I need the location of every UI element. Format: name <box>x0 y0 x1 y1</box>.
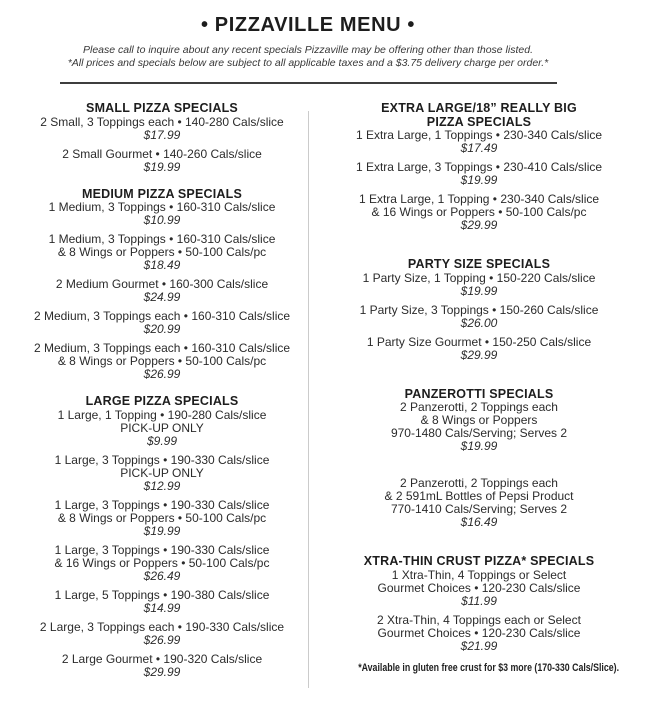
menu-item-description: 2 Medium, 3 Toppings each • 160-310 Cals/slice <box>33 341 291 355</box>
menu-item-description: 1 Medium, 3 Toppings • 160-310 Cals/slice <box>48 232 276 246</box>
menu-section <box>328 258 630 362</box>
menu-item-price: $16.49 <box>460 515 498 529</box>
menu-item <box>328 193 630 232</box>
menu-item-price: $17.99 <box>143 127 181 142</box>
section-title-line: MEDIUM PIZZA SPECIALS <box>82 186 242 201</box>
menu-item-description: 1 Party Size Gourmet • 150-250 Cals/slice <box>366 334 592 349</box>
section-title <box>328 102 630 129</box>
menu-item-price: $26.49 <box>143 568 181 583</box>
menu-item-description: PICK-UP ONLY <box>120 465 204 480</box>
menu-item-price: $9.99 <box>146 433 178 448</box>
menu-item <box>328 477 630 529</box>
menu-item-description: 1 Large, 3 Toppings • 190-330 Cals/slice <box>54 452 270 467</box>
section-title <box>328 258 630 272</box>
menu-page <box>0 14 650 714</box>
menu-item <box>16 499 308 538</box>
section-title <box>16 102 308 116</box>
menu-section <box>16 102 308 174</box>
section-title-line: SMALL PIZZA SPECIALS <box>86 101 238 115</box>
menu-item-price: $21.99 <box>460 638 498 653</box>
menu-item-description: 970-1480 Cals/Serving; Serves 2 <box>390 426 568 440</box>
menu-item-price: $19.99 <box>460 283 498 298</box>
menu-item-description: & 2 591mL Bottles of Pepsi Product <box>384 489 574 503</box>
menu-item <box>16 310 308 336</box>
menu-item <box>16 342 308 381</box>
menu-item-description: PICK-UP ONLY <box>120 420 204 435</box>
menu-item <box>328 304 630 330</box>
section-title <box>16 395 308 409</box>
menu-item <box>16 653 308 679</box>
section-title-line: LARGE PIZZA SPECIALS <box>85 394 239 408</box>
menu-item <box>328 129 630 155</box>
menu-item <box>328 569 630 608</box>
menu-item-price: $29.99 <box>460 347 498 362</box>
menu-item-description: Gourmet Choices • 120-230 Cals/slice <box>377 580 581 595</box>
menu-item-price: $19.99 <box>460 439 498 453</box>
menu-item-price: $26.00 <box>460 315 498 330</box>
menu-item-description: & 8 Wings or Poppers • 50-100 Cals/pc <box>57 245 267 259</box>
menu-item-description: 2 Medium, 3 Toppings each • 160-310 Cals/slice <box>33 309 291 323</box>
menu-item-description: 2 Xtra-Thin, 4 Toppings each or Select <box>377 612 581 627</box>
header-rule <box>60 82 557 84</box>
menu-item-description: 1 Large, 1 Topping • 190-280 Cals/slice <box>57 407 267 422</box>
menu-section <box>16 395 308 679</box>
menu-item-price: $29.99 <box>460 218 498 232</box>
menu-section <box>16 188 308 382</box>
menu-item-description: 2 Small Gourmet • 140-260 Cals/slice <box>62 146 262 161</box>
menu-item-price: $20.99 <box>143 322 181 336</box>
menu-item-price: $24.99 <box>143 290 181 304</box>
menu-item-price: $19.99 <box>143 159 181 174</box>
menu-item-price: $29.99 <box>143 664 181 679</box>
menu-item-description: 1 Extra Large, 1 Topping • 230-340 Cals/slice <box>358 192 600 206</box>
menu-item <box>328 161 630 187</box>
menu-header <box>0 14 616 70</box>
menu-item-description: 1 Large, 5 Toppings • 190-380 Cals/slice <box>54 587 270 602</box>
menu-column-left <box>0 102 308 679</box>
section-footnote: *Available in gluten free crust for $3 more (170-330 Cals/Slice). <box>358 661 620 674</box>
menu-item-price: $12.99 <box>143 478 181 493</box>
menu-item-description: 1 Extra Large, 3 Toppings • 230-410 Cals/slice <box>355 160 603 174</box>
menu-item <box>16 544 308 583</box>
menu-item-description: 1 Xtra-Thin, 4 Toppings or Select <box>391 567 567 582</box>
menu-item-description: 1 Large, 3 Toppings • 190-330 Cals/slice <box>54 497 270 512</box>
menu-item-description: 1 Large, 3 Toppings • 190-330 Cals/slice <box>54 542 270 557</box>
menu-item-price: $18.49 <box>143 258 181 272</box>
menu-item-price: $26.99 <box>143 367 181 381</box>
menu-item-description: & 16 Wings or Poppers • 50-100 Cals/pc <box>54 555 270 570</box>
menu-item <box>328 614 630 653</box>
menu-item-price: $19.99 <box>143 523 181 538</box>
menu-item-description: 1 Party Size, 1 Topping • 150-220 Cals/slice <box>362 270 596 285</box>
menu-item-description: & 8 Wings or Poppers • 50-100 Cals/pc <box>57 354 267 368</box>
menu-column-right <box>308 102 630 679</box>
menu-item <box>328 336 630 362</box>
menu-section <box>328 555 630 674</box>
menu-item <box>16 148 308 174</box>
menu-item <box>16 589 308 615</box>
menu-item <box>16 233 308 272</box>
menu-item-description: 2 Large Gourmet • 190-320 Cals/slice <box>61 651 263 666</box>
section-title-line: PANZEROTTI SPECIALS <box>404 386 554 401</box>
menu-item-description: & 8 Wings or Poppers <box>420 413 538 427</box>
menu-item-description: 2 Panzerotti, 2 Toppings each <box>400 400 558 414</box>
menu-columns <box>0 102 650 679</box>
menu-item-price: $19.99 <box>460 173 498 187</box>
menu-item <box>16 621 308 647</box>
menu-title: • PIZZAVILLE MENU • <box>201 14 415 36</box>
menu-item-description: 770-1410 Cals/Serving; Serves 2 <box>390 502 568 516</box>
menu-section <box>328 102 630 232</box>
menu-item <box>16 201 308 227</box>
menu-item-description: & 16 Wings or Poppers • 50-100 Cals/pc <box>371 205 587 219</box>
menu-item-description: 1 Party Size, 3 Toppings • 150-260 Cals/slice <box>359 302 599 317</box>
menu-disclaimer-line1: Please call to inquire about any recent specials Pizzaville may be offering other than those listed. <box>82 44 533 56</box>
menu-item <box>16 278 308 304</box>
menu-section <box>328 388 630 530</box>
menu-item-description: 2 Small, 3 Toppings each • 140-280 Cals/slice <box>40 114 284 129</box>
menu-item-price: $11.99 <box>461 593 497 608</box>
menu-item-price: $14.99 <box>143 600 181 615</box>
section-title-line: XTRA-THIN CRUST PIZZA* SPECIALS <box>363 554 595 568</box>
menu-item-price: $10.99 <box>143 213 181 227</box>
section-title <box>328 555 630 569</box>
menu-item-description: 2 Panzerotti, 2 Toppings each <box>400 476 558 490</box>
menu-item-description: & 8 Wings or Poppers • 50-100 Cals/pc <box>57 510 267 525</box>
menu-disclaimer-line2: *All prices and specials below are subject to all applicable taxes and a $3.75 delivery charge per order.* <box>67 57 549 69</box>
menu-item <box>328 272 630 298</box>
menu-item-price: $17.49 <box>460 141 498 155</box>
menu-item <box>328 401 630 453</box>
menu-item-description: 2 Large, 3 Toppings each • 190-330 Cals/slice <box>39 619 285 634</box>
column-divider <box>308 111 309 688</box>
menu-item-price: $26.99 <box>143 632 181 647</box>
menu-item <box>16 409 308 448</box>
menu-item <box>16 454 308 493</box>
section-title-line: PIZZA SPECIALS <box>426 114 532 129</box>
menu-item-description: 1 Medium, 3 Toppings • 160-310 Cals/slice <box>48 200 276 214</box>
menu-item-description: 2 Medium Gourmet • 160-300 Cals/slice <box>55 277 269 291</box>
section-title-line: EXTRA LARGE/18” REALLY BIG <box>381 101 577 115</box>
menu-item-description: Gourmet Choices • 120-230 Cals/slice <box>377 625 581 640</box>
menu-item <box>16 116 308 142</box>
section-title <box>16 188 308 202</box>
section-title-line: PARTY SIZE SPECIALS <box>407 257 551 271</box>
menu-item-description: 1 Extra Large, 1 Toppings • 230-340 Cals/slice <box>355 128 603 142</box>
section-title <box>328 388 630 402</box>
